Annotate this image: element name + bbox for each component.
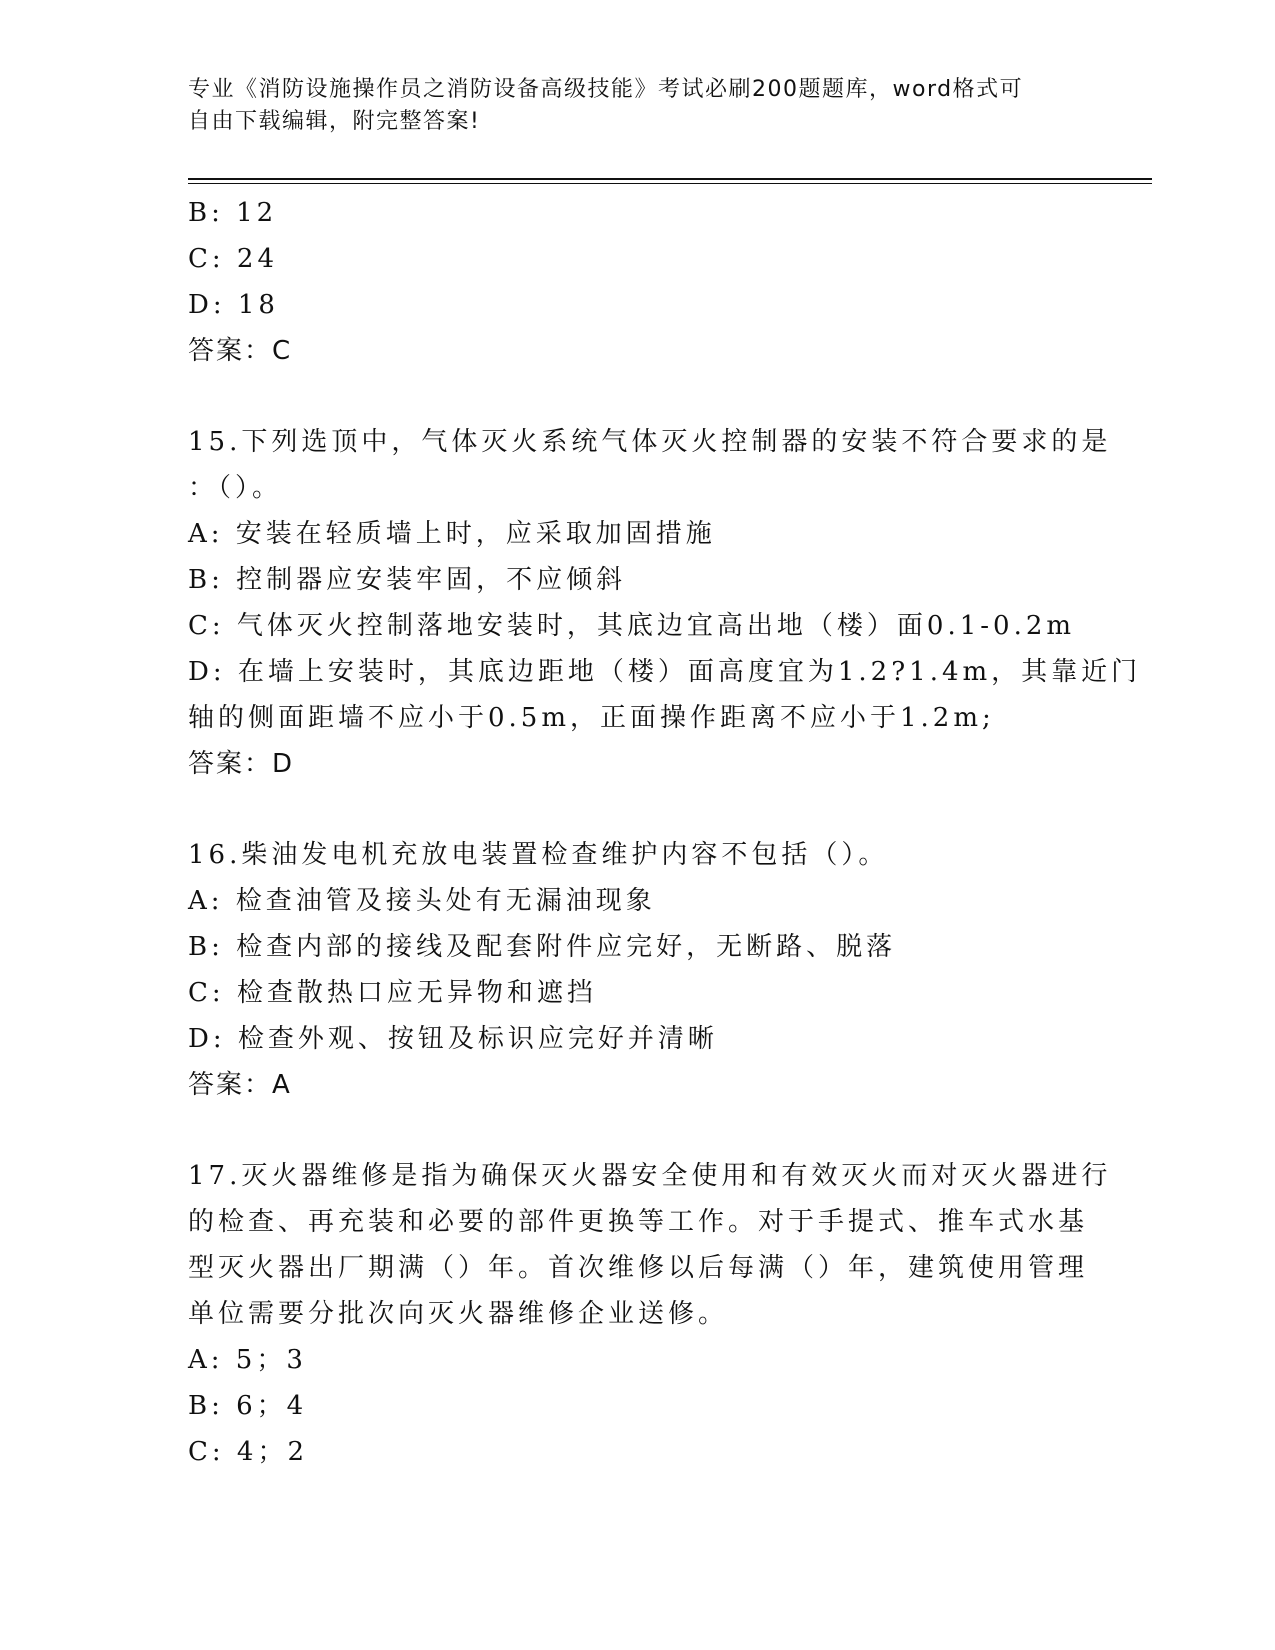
question-stem-cont: 的检查、再充装和必要的部件更换等工作。对于手提式、推车式水基: [188, 1207, 1089, 1237]
header-divider-thin: [188, 183, 1152, 184]
option-b: B: 检查内部的接线及配套附件应完好，无断路、脱落: [188, 932, 897, 962]
document-header: [188, 74, 1068, 138]
option-a: A: 检查油管及接头处有无漏油现象: [188, 886, 656, 916]
question-list: [188, 190, 1142, 1475]
option-a: A: 5；3: [188, 1345, 307, 1375]
answer: 答案：C: [188, 336, 293, 366]
question-stem: 15.下列选顶中，气体灭火系统气体灭火控制器的安装不符合要求的是: [188, 427, 1112, 457]
question-14-tail: [188, 190, 1088, 374]
option-a: A: 安装在轻质墙上时，应采取加固措施: [188, 519, 716, 549]
header-title-line-2: 自由下载编辑，附完整答案!: [188, 109, 481, 134]
option-b: B: 12: [188, 198, 278, 228]
option-c: C: 检查散热口应无异物和遮挡: [188, 978, 597, 1008]
option-d: D: 在墙上安装时，其底边距地（楼）面高度宜为1.2?1.4m，其靠近门: [188, 657, 1142, 687]
option-d: D: 检查外观、按钮及标识应完好并清晰: [188, 1024, 718, 1054]
question-16: [188, 832, 1088, 1108]
question-stem: 17.灭火器维修是指为确保灭火器安全使用和有效灭火而对灭火器进行: [188, 1161, 1112, 1191]
question-17: [188, 1153, 1112, 1475]
question-stem: 16.柴油发电机充放电装置检查维护内容不包括（）。: [188, 840, 889, 870]
answer: 答案：D: [188, 749, 295, 779]
answer: 答案：A: [188, 1070, 292, 1100]
option-c: C: 24: [188, 244, 279, 274]
header-title-line-1: 专业《消防设施操作员之消防设备高级技能》考试必刷200题题库，word格式可: [188, 77, 1024, 102]
option-c: C: 4；2: [188, 1437, 309, 1467]
question-stem-cont: ：（）。: [188, 473, 283, 503]
option-d-cont: 轴的侧面距墙不应小于0.5m，正面操作距离不应小于1.2m;: [188, 703, 995, 733]
header-divider-thick: [188, 178, 1152, 180]
question-15: [188, 419, 1142, 787]
question-stem-cont: 单位需要分批次向灭火器维修企业送修。: [188, 1299, 729, 1329]
option-b: B: 6；4: [188, 1391, 308, 1421]
question-stem-cont: 型灭火器出厂期满（）年。首次维修以后每满（）年，建筑使用管理: [188, 1253, 1089, 1283]
option-c: C: 气体灭火控制落地安装时，其底边宜高出地（楼）面0.1-0.2m: [188, 611, 1076, 641]
option-b: B: 控制器应安装牢固，不应倾斜: [188, 565, 627, 595]
option-d: D: 18: [188, 290, 279, 320]
